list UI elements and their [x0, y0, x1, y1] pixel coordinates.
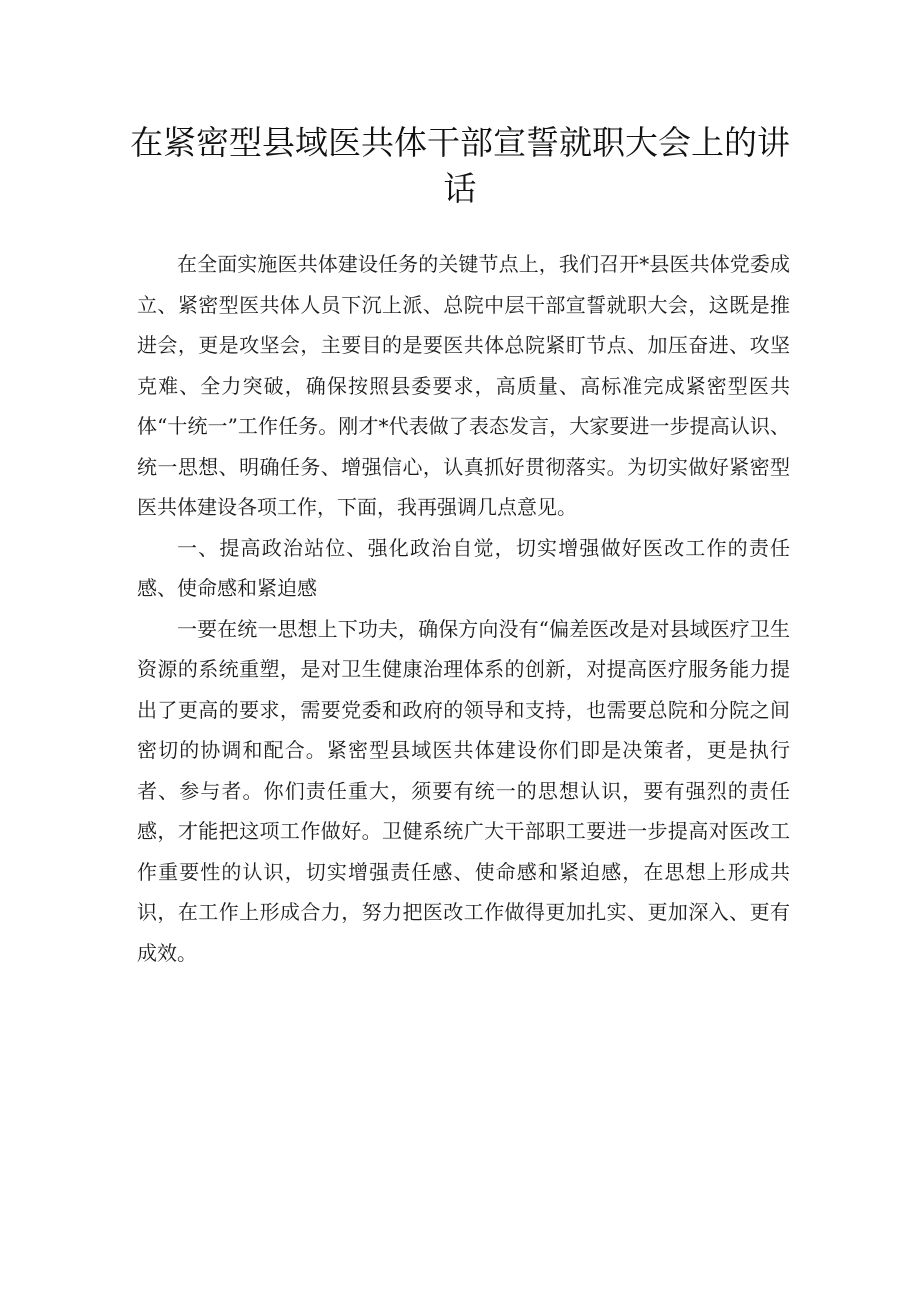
- paragraph-1: 一要在统一思想上下功夫，确保方向没有“偏差医改是对县域医疗卫生资源的系统重塑，是对卫生健康治理体系的创新，对提高医疗服务能力提出了更高的要求，需要党委和政府的领导和支持，也需要总院和分院之间密切的协调和配合。紧密型县域医共体建设你们即是决策者，更是执行者、参与者。你们责任重大，须要有统一的思想认识，要有强烈的责任感，才能把这项工作做好。卫健系统广大干部职工要进一步提高对医改工作重要性的认识，切实增强责任感、使命感和紧迫感，在思想上形成共识，在工作上形成合力，努力把医改工作做得更加扎实、更加深入、更有成效。: [137, 616, 790, 965]
- document-body: [137, 244, 790, 973]
- paragraph-intro: 在全面实施医共体建设任务的关键节点上，我们召开*县医共体党委成立、紧密型医共体人员下沉上派、总院中层干部宣誓就职大会，这既是推进会，更是攻坚会，主要目的是要医共体总院紧盯节点、加压奋进、攻坚克难、全力突破，确保按照县委要求，高质量、高标准完成紧密型医共体“十统一”工作任务。刚才*代表做了表态发言，大家要进一步提高认识、统一思想、明确任务、增强信心，认真抓好贯彻落实。为切实做好紧密型医共体建设各项工作，下面，我再强调几点意见。: [137, 252, 790, 519]
- document-title: 在紧密型县域医共体干部宣誓就职大会上的讲话: [130, 123, 790, 208]
- section-heading-1: 一、提高政治站位、强化政治自觉，切实增强做好医改工作的责任感、使命感和紧迫感: [137, 535, 790, 600]
